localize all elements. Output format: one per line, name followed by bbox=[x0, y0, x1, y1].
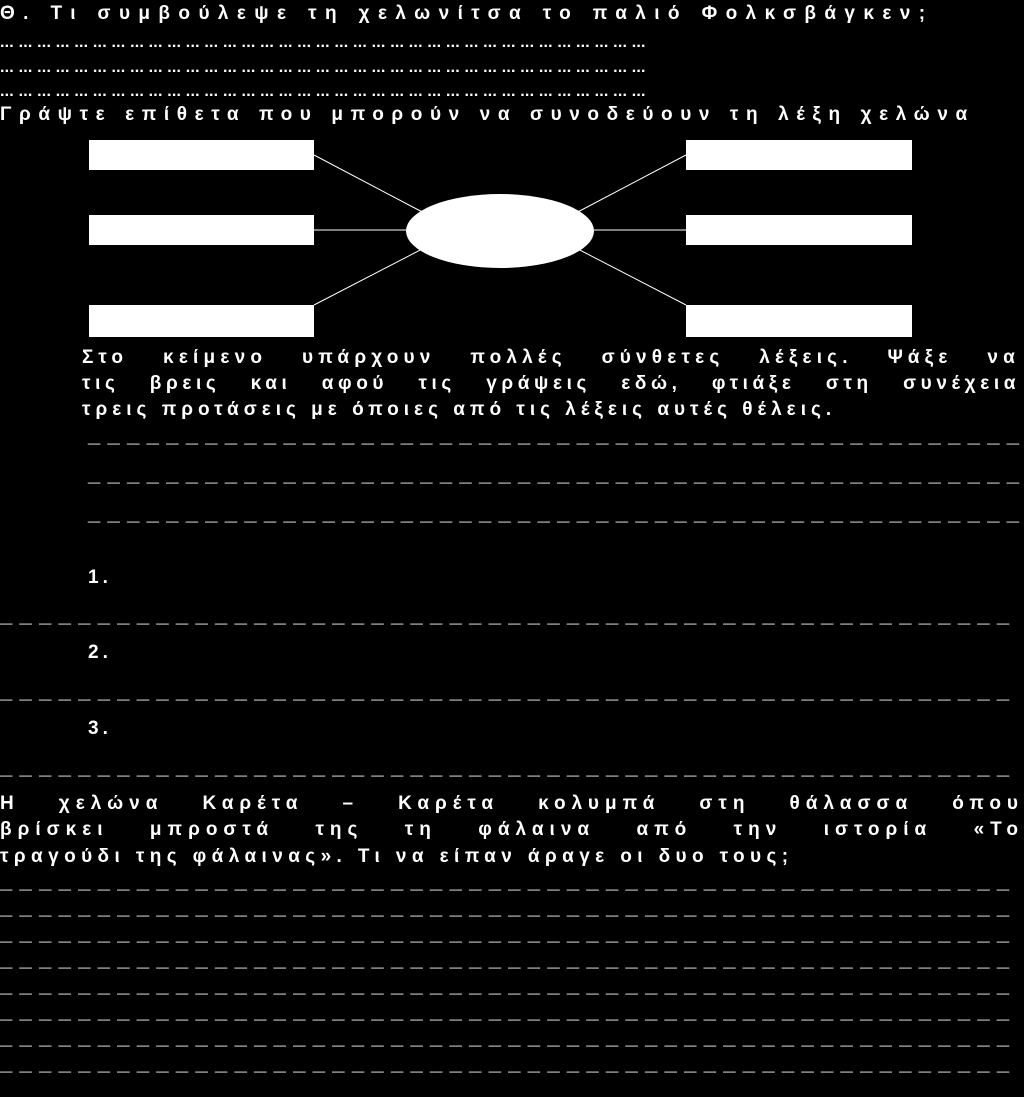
question-dialogue-line-1: Η χελώνα Καρέτα – Καρέτα κολυμπά στη θάλασσα όπου bbox=[0, 793, 1024, 814]
adjective-box-right-2[interactable] bbox=[686, 215, 912, 245]
answer-line[interactable]: _ _ _ _ _ _ _ _ _ _ _ _ _ _ _ _ _ _ _ _ _ _ _ _ _ _ _ _ _ _ _ _ _ _ _ _ _ _ _ _ _ _ _ _ _ _ _ _ bbox=[88, 461, 1020, 486]
dotted-answer-line[interactable]: ... ... ... ... ... ... ... ... ... ... ... ... ... ... ... ... ... ... ... ... ... ... ... ... ... ... ... ... ... ... ... ... ... ... ... bbox=[0, 34, 646, 51]
sentence-answer-line-2[interactable]: _ _ _ _ _ _ _ _ _ _ _ _ _ _ _ _ _ _ _ _ _ _ _ _ _ _ _ _ _ _ _ _ _ _ _ _ _ _ _ _ _ _ _ _ _ _ _ _ _ _ _ _ bbox=[0, 678, 1017, 703]
connector-line bbox=[314, 246, 428, 305]
dialogue-answer-line[interactable]: _ _ _ _ _ _ _ _ _ _ _ _ _ _ _ _ _ _ _ _ _ _ _ _ _ _ _ _ _ _ _ _ _ _ _ _ _ _ _ _ _ _ _ _ _ _ _ _ _ _ _ _ bbox=[0, 920, 1017, 945]
question-adjectives: Γράψτε επίθετα που μπορούν να συνοδεύουν τη λέξη χελώνα bbox=[0, 104, 975, 125]
adjective-box-left-1[interactable] bbox=[89, 140, 314, 170]
question-compound-line-3: τρεις προτάσεις με όποιες από τις λέξεις αυτές θέλεις. bbox=[82, 399, 837, 420]
sentence-number-2: 2. bbox=[88, 642, 112, 663]
sentence-answer-line-1[interactable]: _ _ _ _ _ _ _ _ _ _ _ _ _ _ _ _ _ _ _ _ _ _ _ _ _ _ _ _ _ _ _ _ _ _ _ _ _ _ _ _ _ _ _ _ _ _ _ _ _ _ _ _ bbox=[0, 602, 1017, 627]
question-dialogue-line-3: τραγούδι της φάλαινας». Τι να είπαν άραγε οι δυο τους; bbox=[0, 846, 794, 867]
dialogue-answer-line[interactable]: _ _ _ _ _ _ _ _ _ _ _ _ _ _ _ _ _ _ _ _ _ _ _ _ _ _ _ _ _ _ _ _ _ _ _ _ _ _ _ _ _ _ _ _ _ _ _ _ _ _ _ _ bbox=[0, 972, 1017, 997]
dialogue-answer-line[interactable]: _ _ _ _ _ _ _ _ _ _ _ _ _ _ _ _ _ _ _ _ _ _ _ _ _ _ _ _ _ _ _ _ _ _ _ _ _ _ _ _ _ _ _ _ _ _ _ _ _ _ _ _ bbox=[0, 998, 1017, 1023]
answer-line[interactable]: _ _ _ _ _ _ _ _ _ _ _ _ _ _ _ _ _ _ _ _ _ _ _ _ _ _ _ _ _ _ _ _ _ _ _ _ _ _ _ _ _ _ _ _ _ _ _ _ bbox=[88, 422, 1020, 447]
adjective-box-right-3[interactable] bbox=[686, 305, 912, 337]
dotted-answer-line[interactable]: ... ... ... ... ... ... ... ... ... ... ... ... ... ... ... ... ... ... ... ... ... ... ... ... ... ... ... ... ... ... ... ... ... ... ... bbox=[0, 83, 646, 100]
dialogue-answer-line[interactable]: _ _ _ _ _ _ _ _ _ _ _ _ _ _ _ _ _ _ _ _ _ _ _ _ _ _ _ _ _ _ _ _ _ _ _ _ _ _ _ _ _ _ _ _ _ _ _ _ _ _ _ _ bbox=[0, 1050, 1017, 1075]
sentence-answer-line-3[interactable]: _ _ _ _ _ _ _ _ _ _ _ _ _ _ _ _ _ _ _ _ _ _ _ _ _ _ _ _ _ _ _ _ _ _ _ _ _ _ _ _ _ _ _ _ _ _ _ _ _ _ _ _ bbox=[0, 754, 1017, 779]
dotted-answer-line[interactable]: ... ... ... ... ... ... ... ... ... ... ... ... ... ... ... ... ... ... ... ... ... ... ... ... ... ... ... ... ... ... ... ... ... ... ... bbox=[0, 59, 646, 76]
sentence-number-3: 3. bbox=[88, 718, 112, 739]
question-compound-line-1: Στο κείμενο υπάρχουν πολλές σύνθετες λέξεις. Ψάξε να bbox=[82, 347, 1020, 368]
dialogue-answer-line[interactable]: _ _ _ _ _ _ _ _ _ _ _ _ _ _ _ _ _ _ _ _ _ _ _ _ _ _ _ _ _ _ _ _ _ _ _ _ _ _ _ _ _ _ _ _ _ _ _ _ _ _ _ _ bbox=[0, 946, 1017, 971]
dialogue-answer-line[interactable]: _ _ _ _ _ _ _ _ _ _ _ _ _ _ _ _ _ _ _ _ _ _ _ _ _ _ _ _ _ _ _ _ _ _ _ _ _ _ _ _ _ _ _ _ _ _ _ _ _ _ _ _ bbox=[0, 868, 1017, 893]
question-theta: Θ. Τι συμβούλεψε τη χελωνίτσα το παλιό Φολκσβάγκεν; bbox=[0, 3, 934, 24]
adjective-box-right-1[interactable] bbox=[686, 140, 912, 170]
connector-line bbox=[572, 246, 686, 305]
sentence-number-1: 1. bbox=[88, 567, 112, 588]
center-ellipse[interactable] bbox=[406, 194, 594, 268]
connector-line bbox=[314, 155, 428, 215]
answer-line[interactable]: _ _ _ _ _ _ _ _ _ _ _ _ _ _ _ _ _ _ _ _ _ _ _ _ _ _ _ _ _ _ _ _ _ _ _ _ _ _ _ _ _ _ _ _ _ _ _ _ bbox=[88, 500, 1020, 525]
adjective-box-left-2[interactable] bbox=[89, 215, 314, 245]
adjective-box-left-3[interactable] bbox=[89, 305, 314, 337]
question-dialogue-line-2: βρίσκει μπροστά της τη φάλαινα από την ιστορία «Το bbox=[0, 819, 1024, 840]
connector-line bbox=[572, 155, 686, 215]
dialogue-answer-line[interactable]: _ _ _ _ _ _ _ _ _ _ _ _ _ _ _ _ _ _ _ _ _ _ _ _ _ _ _ _ _ _ _ _ _ _ _ _ _ _ _ _ _ _ _ _ _ _ _ _ _ _ _ _ bbox=[0, 1024, 1017, 1049]
dialogue-answer-line[interactable]: _ _ _ _ _ _ _ _ _ _ _ _ _ _ _ _ _ _ _ _ _ _ _ _ _ _ _ _ _ _ _ _ _ _ _ _ _ _ _ _ _ _ _ _ _ _ _ _ _ _ _ _ bbox=[0, 894, 1017, 919]
question-compound-line-2: τις βρεις και αφού τις γράψεις εδώ, φτιάξε στη συνέχεια bbox=[82, 373, 1020, 394]
